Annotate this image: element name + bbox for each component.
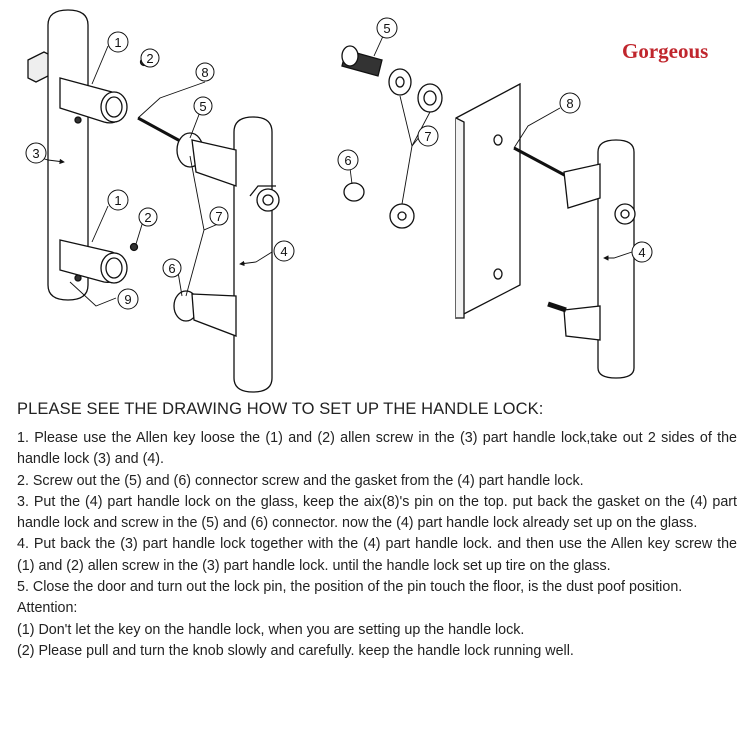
leader-7-right-a xyxy=(400,96,420,146)
leader-8 xyxy=(138,82,205,118)
leader-7-right-c xyxy=(402,146,412,204)
gasket-7a-hole xyxy=(396,77,404,87)
handle-bar-part-4-right xyxy=(598,140,634,378)
callout-6: 6 xyxy=(168,261,176,276)
callout-6-right: 6 xyxy=(344,153,352,168)
lock-knob-right-center xyxy=(621,210,629,218)
upper-standoff-hole xyxy=(106,97,122,117)
step-5: 5. Close the door and turn out the lock pin, the position of the pin touch the floor, is the dust poof position. xyxy=(17,579,683,596)
glass-hole-top xyxy=(494,135,502,145)
leader-7a xyxy=(186,224,218,296)
lower-bolt-right xyxy=(548,304,566,310)
lock-knob-center xyxy=(263,195,273,205)
callout-4-right: 4 xyxy=(638,245,646,260)
leader-1a xyxy=(92,46,108,84)
step-1: 1. Please use the Allen key loose the (1) and (2) allen screw in the (3) part handle lock,take out 2 sides of the handle lock (3) and (4). xyxy=(17,430,737,468)
pin-part-8 xyxy=(138,118,182,142)
instructions-section xyxy=(17,400,737,662)
set-screw-2 xyxy=(75,275,81,281)
callout-5-right: 5 xyxy=(383,21,391,36)
step-2: 2. Screw out the (5) and (6) connector screw and the gasket from the (4) part handle lock. xyxy=(17,472,584,489)
attention-title: Attention: xyxy=(17,600,78,617)
lower-standoff-hole xyxy=(106,258,122,278)
callout-2b: 2 xyxy=(144,210,152,225)
screw-part-5-head xyxy=(342,46,358,66)
attention-item-1: (1) Don't let the key on the handle lock, when you are setting up the handle lock. xyxy=(17,621,525,638)
upper-standoff-part-4 xyxy=(192,140,236,186)
upper-standoff-right xyxy=(564,164,600,208)
right-handle-assembly xyxy=(342,46,635,378)
pin-part-8-right xyxy=(514,148,570,178)
gasket-7b-hole xyxy=(424,91,436,105)
callout-2a: 2 xyxy=(146,51,154,66)
step-3: 3. Put the (4) part handle lock on the glass, keep the aix(8)'s pin on the top. put back the gasket on the (4) part handle lock and screw in the (5) and (6) connector. now the (4) part handle lock already set up on the glass. xyxy=(17,493,737,532)
instructions-heading: PLEASE SEE THE DRAWING HOW TO SET UP THE HANDLE LOCK: xyxy=(17,400,544,418)
allen-screw-2b xyxy=(131,244,138,251)
glass-panel xyxy=(456,84,520,318)
attention-item-2: (2) Please pull and turn the knob slowly and carefully. keep the handle lock running well. xyxy=(17,642,574,659)
callout-3: 3 xyxy=(32,146,40,161)
callout-1b: 1 xyxy=(114,193,122,208)
callout-1a: 1 xyxy=(114,35,122,50)
callout-7: 7 xyxy=(215,209,223,224)
left-handle-assembly xyxy=(28,10,279,392)
callout-7-right: 7 xyxy=(424,129,432,144)
step-4: 4. Put back the (3) part handle lock together with the (4) part handle lock. and then use the Allen key screw the (1) and (2) allen screw in the (3) part handle lock. until the handle lock set up tire on the glass. xyxy=(17,536,737,574)
lower-standoff-right xyxy=(564,306,600,340)
leader-6-right xyxy=(350,168,352,184)
callout-8: 8 xyxy=(201,65,209,80)
lower-standoff-part-4 xyxy=(192,294,236,336)
callout-8-right: 8 xyxy=(566,96,574,111)
callout-4: 4 xyxy=(280,244,288,259)
callout-9: 9 xyxy=(124,292,132,307)
connector-part-6-exploded xyxy=(344,183,364,201)
glass-hole-bottom xyxy=(494,269,502,279)
callout-5: 5 xyxy=(199,99,207,114)
brand-logo: Gorgeous xyxy=(622,39,709,63)
glass-panel-edge xyxy=(456,118,464,318)
leader-1b xyxy=(92,206,108,242)
handle-bar-part-4 xyxy=(234,117,272,392)
leader-8-right xyxy=(514,108,560,148)
gasket-7c-hole xyxy=(398,212,406,220)
set-screw-1 xyxy=(75,117,81,123)
